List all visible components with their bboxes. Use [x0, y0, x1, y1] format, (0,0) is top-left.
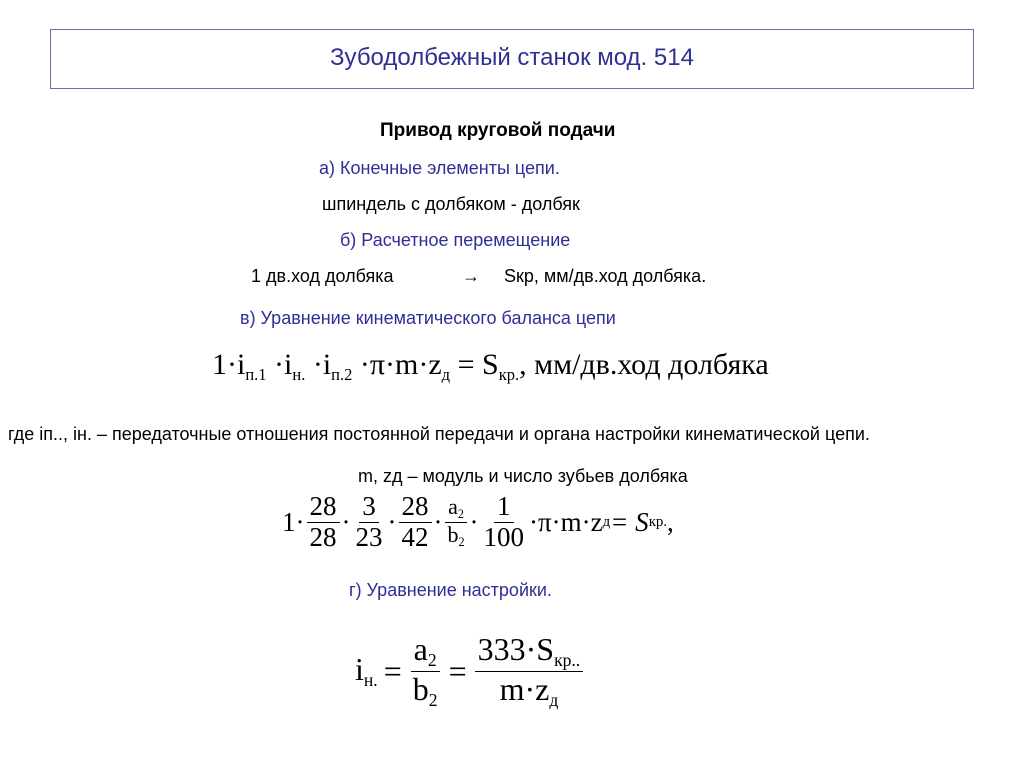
balance-equation: $1\cdot i_{п.1} \cdot i_{н.} \cdot i_{п.2} \cdot\pi\cdot m\cdot z_д = S_{кр.}$, мм/дв.ход долбяка — [212, 348, 769, 384]
item-b-label: б) Расчетное перемещение — [340, 230, 571, 250]
slide-title: Зубодолбежный станок мод. 514 — [330, 44, 694, 71]
title-box — [50, 29, 974, 89]
m-definition: m, zд – модуль и число зубьев долбяка — [358, 466, 688, 486]
item-g-label: г) Уравнение настройки. — [349, 580, 552, 600]
item-a-text: шпиндель с долбяком - долбяк — [322, 194, 580, 214]
section-heading: Привод круговой подачи — [380, 120, 616, 141]
item-v-label: в) Уравнение кинематического баланса цепи — [240, 308, 616, 328]
tuning-equation: $i_{н.}$ = $\frac{a_2}{b_2}$ = $\frac{333\cdot S_{кр..}}{m\cdot z_д}$ — [355, 632, 585, 710]
item-b-right: Sкр, мм/дв.ход долбяка. — [504, 266, 707, 286]
where-text: где iп.., iн. – передаточные отношения постоянной передачи и органа настройки кинематической цепи. — [8, 424, 870, 444]
arrow-icon: → — [462, 266, 480, 286]
substituted-equation: 1· $\frac{28}{28}$ · $\frac{3}{23}$ · $\frac{28}{42}$ · $\frac{a_2}{b_2}$ · $\frac{1}{100}$ ·π·m·z д = S кр. , — [282, 491, 674, 552]
item-a-label: а) Конечные элементы цепи. — [319, 158, 560, 178]
item-b-left: 1 дв.ход долбяка — [251, 266, 394, 286]
